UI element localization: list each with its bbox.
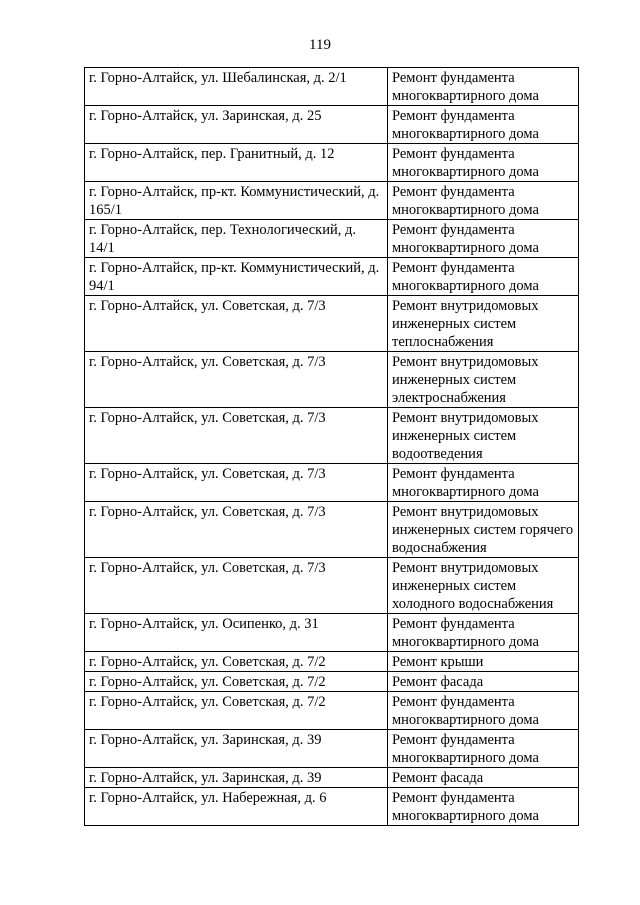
table-row [85, 768, 579, 788]
work-type-cell: Ремонт внутридомовых инженерных систем электроснабжения [388, 352, 579, 408]
work-type-cell: Ремонт фундамента многоквартирного дома [388, 182, 579, 220]
work-type-cell: Ремонт внутридомовых инженерных систем водоотведения [388, 408, 579, 464]
table-row [85, 692, 579, 730]
table-row [85, 614, 579, 652]
work-type-cell: Ремонт фундамента многоквартирного дома [388, 788, 579, 826]
address-cell: г. Горно-Алтайск, ул. Заринская, д. 39 [85, 730, 388, 768]
table-row [85, 220, 579, 258]
work-type-cell: Ремонт фундамента многоквартирного дома [388, 692, 579, 730]
address-cell: г. Горно-Алтайск, ул. Советская, д. 7/3 [85, 408, 388, 464]
table-row [85, 558, 579, 614]
table-row [85, 68, 579, 106]
address-cell: г. Горно-Алтайск, ул. Советская, д. 7/3 [85, 464, 388, 502]
table-row [85, 352, 579, 408]
address-cell: г. Горно-Алтайск, ул. Советская, д. 7/3 [85, 296, 388, 352]
address-cell: г. Горно-Алтайск, ул. Шебалинская, д. 2/1 [85, 68, 388, 106]
table-row [85, 258, 579, 296]
work-type-cell: Ремонт фасада [388, 768, 579, 788]
table-row [85, 296, 579, 352]
address-cell: г. Горно-Алтайск, ул. Советская, д. 7/3 [85, 352, 388, 408]
address-cell: г. Горно-Алтайск, ул. Набережная, д. 6 [85, 788, 388, 826]
address-cell: г. Горно-Алтайск, пер. Гранитный, д. 12 [85, 144, 388, 182]
work-type-cell: Ремонт внутридомовых инженерных систем горячего водоснабжения [388, 502, 579, 558]
address-cell: г. Горно-Алтайск, ул. Заринская, д. 25 [85, 106, 388, 144]
table-row [85, 730, 579, 768]
table-row [85, 672, 579, 692]
address-cell: г. Горно-Алтайск, ул. Советская, д. 7/3 [85, 502, 388, 558]
address-cell: г. Горно-Алтайск, ул. Советская, д. 7/3 [85, 558, 388, 614]
address-cell: г. Горно-Алтайск, ул. Осипенко, д. 31 [85, 614, 388, 652]
address-cell: г. Горно-Алтайск, ул. Советская, д. 7/2 [85, 672, 388, 692]
work-type-cell: Ремонт фундамента многоквартирного дома [388, 220, 579, 258]
table-row [85, 144, 579, 182]
work-type-cell: Ремонт фундамента многоквартирного дома [388, 68, 579, 106]
works-table [84, 67, 579, 826]
work-type-cell: Ремонт внутридомовых инженерных систем теплоснабжения [388, 296, 579, 352]
address-cell: г. Горно-Алтайск, ул. Советская, д. 7/2 [85, 652, 388, 672]
address-cell: г. Горно-Алтайск, пр-кт. Коммунистический, д. 165/1 [85, 182, 388, 220]
table-row [85, 106, 579, 144]
work-type-cell: Ремонт крыши [388, 652, 579, 672]
page-number: 119 [309, 37, 331, 53]
table-row [85, 652, 579, 672]
table-row [85, 788, 579, 826]
work-type-cell: Ремонт фундамента многоквартирного дома [388, 106, 579, 144]
address-cell: г. Горно-Алтайск, пр-кт. Коммунистический, д. 94/1 [85, 258, 388, 296]
work-type-cell: Ремонт фундамента многоквартирного дома [388, 258, 579, 296]
address-cell: г. Горно-Алтайск, ул. Советская, д. 7/2 [85, 692, 388, 730]
table-row [85, 464, 579, 502]
table-row [85, 408, 579, 464]
work-type-cell: Ремонт фундамента многоквартирного дома [388, 730, 579, 768]
table-row [85, 182, 579, 220]
work-type-cell: Ремонт фундамента многоквартирного дома [388, 464, 579, 502]
table-row [85, 502, 579, 558]
address-cell: г. Горно-Алтайск, пер. Технологический, д. 14/1 [85, 220, 388, 258]
work-type-cell: Ремонт фундамента многоквартирного дома [388, 144, 579, 182]
address-cell: г. Горно-Алтайск, ул. Заринская, д. 39 [85, 768, 388, 788]
works-table-body [85, 68, 579, 826]
work-type-cell: Ремонт фундамента многоквартирного дома [388, 614, 579, 652]
work-type-cell: Ремонт внутридомовых инженерных систем холодного водоснабжения [388, 558, 579, 614]
work-type-cell: Ремонт фасада [388, 672, 579, 692]
